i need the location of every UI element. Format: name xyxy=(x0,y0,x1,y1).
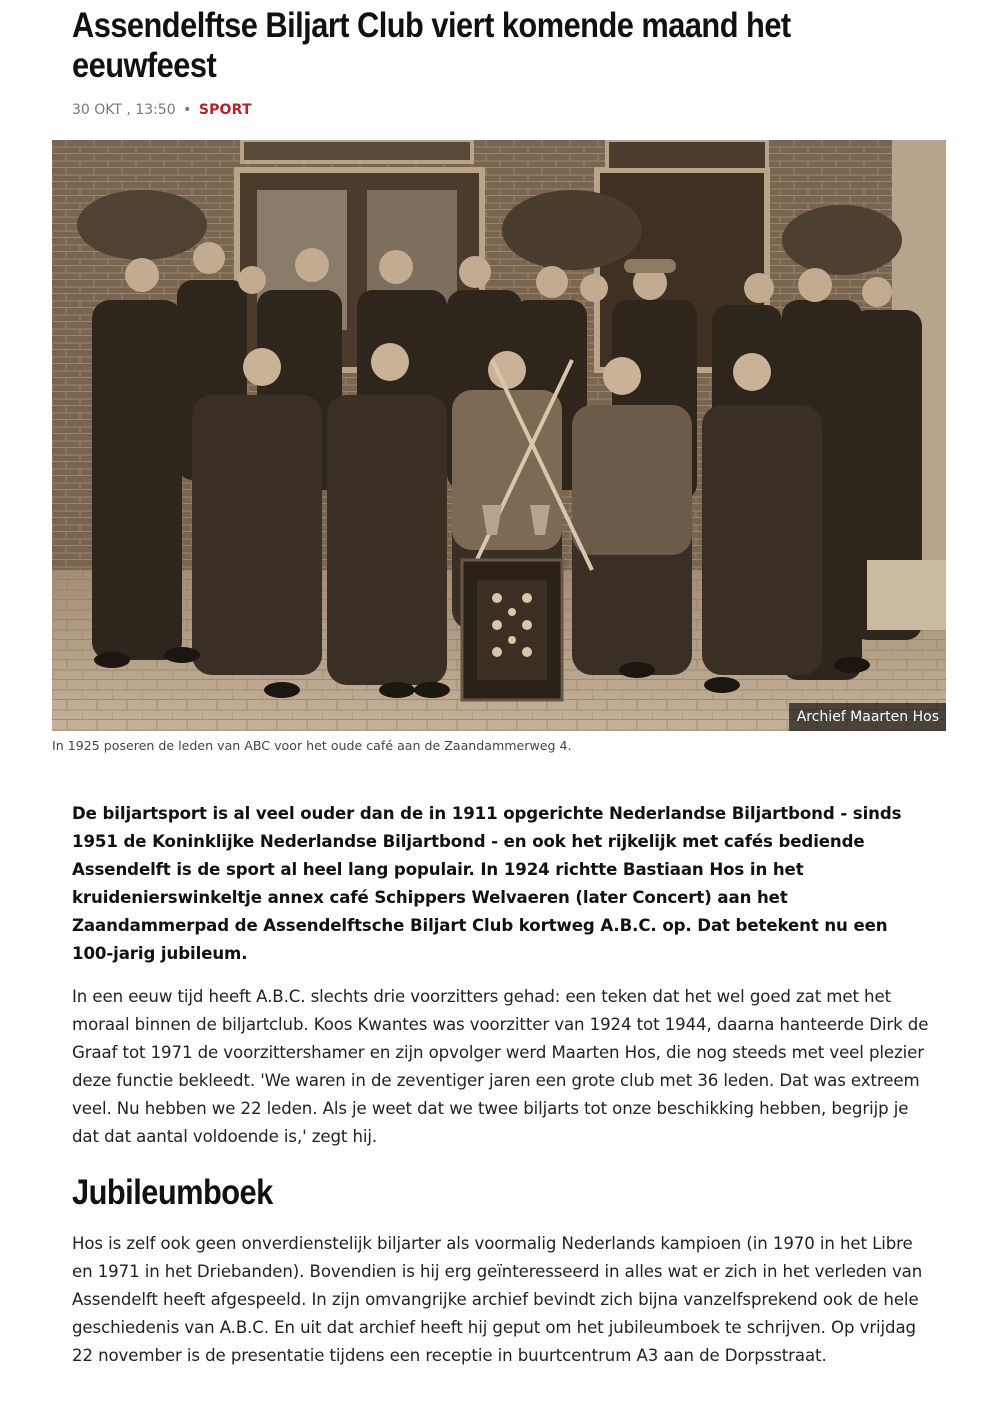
photo-credit: Archief Maarten Hos xyxy=(789,703,946,731)
sepia-group-photo xyxy=(52,140,946,731)
article-title: Assendelftse Biljart Club viert komende maand het eeuwfeest xyxy=(72,6,791,85)
article-meta xyxy=(72,100,252,120)
category-link[interactable]: SPORT xyxy=(198,102,252,118)
section-heading: Jubileumboek xyxy=(72,1173,273,1212)
article-intro: De biljartsport is al veel ouder dan de in 1911 opgerichte Nederlandse Biljartbond - sinds 1951 de Koninklijke Nederlandse Biljartbond - en ook het rijkelijk met cafés bediende Assendelft is de sport al heel lang populair. In 1924 richtte Bastiaan Hos in het kruidenierswinkeltje annex café Schippers Welvaeren (later Concert) aan het Zaandammerpad de Assendelftsche Biljart Club kortweg A.B.C. op. Dat betekent nu een 100-jarig jubileum. xyxy=(72,804,902,963)
meta-separator: • xyxy=(183,102,192,118)
article-paragraph: In een eeuw tijd heeft A.B.C. slechts drie voorzitters gehad: een teken dat het wel goed zat met het moraal binnen de biljartclub. Koos Kwantes was voorzitter van 1924 tot 1944, daarna hanteerde Dirk de Graaf tot 1971 de voorzittershamer en zijn opvolger werd Maarten Hos, die nog steeds met veel plezier deze functie bekleedt. 'We waren in de zeventiger jaren een grote club met 36 leden. Dat was extreem veel. Nu hebben we 22 leden. Als je weet dat we twee biljarts tot onze beschikking hebben, begrijp je dat dat aantal voldoende is,' zegt hij. xyxy=(72,987,929,1146)
article-paragraph: Hos is zelf ook geen onverdienstelijk biljarter als voormalig Nederlands kampioen (in 1970 in het Libre en 1971 in het Driebanden). Bovendien is hij erg geïnteresseerd in alles wat er zich in het verleden van Assendelft heeft afgespeeld. In zijn omvangrijke archief bevindt zich bijna vanzelfsprekend ook de hele geschiedenis van A.B.C. En uit dat archief heeft hij geput om het jubileumboek te schrijven. Op vrijdag 22 november is de presentatie tijdens een receptie in buurtcentrum A3 aan de Dorpsstraat. xyxy=(72,1234,923,1365)
article-body xyxy=(72,800,932,1370)
publish-date: 30 OKT , 13:50 xyxy=(72,102,176,118)
photo-caption: In 1925 poseren de leden van ABC voor het oude café aan de Zaandammerweg 4. xyxy=(52,738,572,753)
article-photo xyxy=(52,140,946,731)
